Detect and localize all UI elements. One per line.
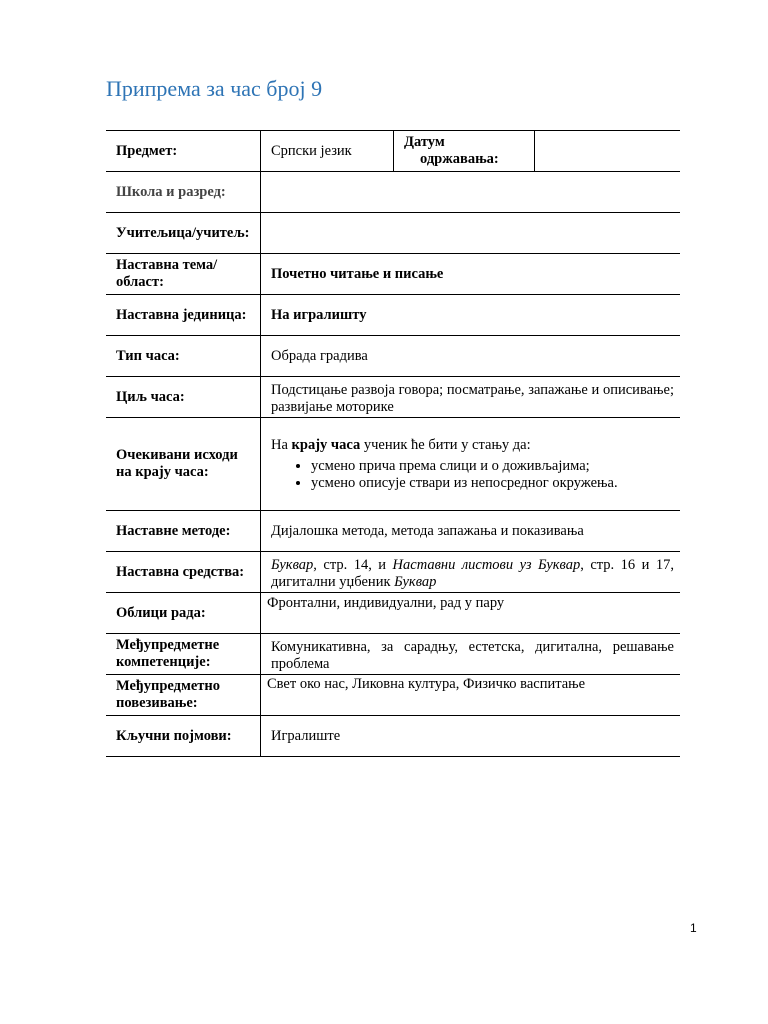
page-number: 1: [690, 921, 697, 935]
resource-primer: Буквар: [271, 557, 314, 573]
value-forms: Фронтални, индивидуални, рад у пару: [261, 593, 681, 634]
value-methods: Дијалошка метода, метода запажања и показивања: [261, 511, 681, 552]
label-correlation: Међупредметно повезивање:: [106, 675, 261, 716]
resource-text-1: , стр. 14, и: [313, 557, 393, 573]
row-outcomes: [106, 418, 680, 511]
value-school: [261, 172, 681, 213]
value-goal: Подстицање развоја говора; посматрање, запажање и описивање; развијање моторике: [261, 377, 681, 418]
row-keywords: [106, 716, 680, 757]
label-methods: Наставне методе:: [106, 511, 261, 552]
value-resources: [261, 552, 681, 593]
value-type: Обрада градива: [261, 336, 681, 377]
label-goal: Циљ часа:: [106, 377, 261, 418]
value-correlation: Свет око нас, Ликовна култура, Физичко васпитање: [261, 675, 681, 716]
label-forms: Облици рада:: [106, 593, 261, 634]
label-resources: Наставна средства:: [106, 552, 261, 593]
row-topic: [106, 254, 680, 295]
value-competences: Комуникативна, за сарадњу, естетска, дигитална, решавање проблема: [261, 634, 681, 675]
value-date: [535, 131, 681, 172]
resource-worksheets: Наставни листови уз Буквар: [392, 557, 581, 573]
resource-digital-primer: Буквар: [394, 574, 437, 590]
outcomes-list: [271, 458, 674, 492]
value-unit: На игралишту: [261, 295, 681, 336]
value-outcomes: [261, 418, 681, 511]
label-date: [394, 131, 535, 172]
row-subject: [106, 131, 680, 172]
label-school: Школа и разред:: [106, 172, 261, 213]
outcomes-intro: [271, 437, 674, 454]
value-teacher: [261, 213, 681, 254]
outcome-item: • усмено прича према слици и о доживљајима;: [311, 458, 674, 475]
row-methods: [106, 511, 680, 552]
label-unit: Наставна јединица:: [106, 295, 261, 336]
row-school: [106, 172, 680, 213]
resource-text-2: , стр. 16 и 17, дигитални уџбеник: [271, 557, 674, 590]
row-type: [106, 336, 680, 377]
outcomes-intro-bold: крају часа: [291, 436, 361, 453]
row-goal: [106, 377, 680, 418]
row-unit: [106, 295, 680, 336]
row-teacher: [106, 213, 680, 254]
outcomes-intro-end: ученик ће бити у стању да:: [360, 436, 531, 453]
label-competences: Међупредметне компетенције:: [106, 634, 261, 675]
label-keywords: Кључни појмови:: [106, 716, 261, 757]
label-topic: Наставна тема/област:: [106, 254, 261, 295]
label-subject: Предмет:: [106, 131, 261, 172]
label-date-line1: Датум: [404, 134, 445, 150]
outcomes-intro-start: На: [271, 436, 292, 453]
lesson-plan-table: [106, 130, 680, 757]
label-type: Тип часа:: [106, 336, 261, 377]
row-forms: [106, 593, 680, 634]
value-keywords: Игралиште: [261, 716, 681, 757]
label-teacher: Учитељица/учитељ:: [106, 213, 261, 254]
row-resources: [106, 552, 680, 593]
value-topic: Почетно читање и писање: [261, 254, 681, 295]
label-outcomes: Очекивани исходи на крају часа:: [106, 418, 261, 511]
page-title: Припрема за час број 9: [106, 76, 323, 101]
row-correlation: [106, 675, 680, 716]
outcome-item: • усмено описује ствари из непосредног окружења.: [311, 475, 674, 492]
label-date-line2: одржавања:: [420, 151, 499, 167]
row-competences: [106, 634, 680, 675]
value-subject: Српски језик: [261, 131, 394, 172]
